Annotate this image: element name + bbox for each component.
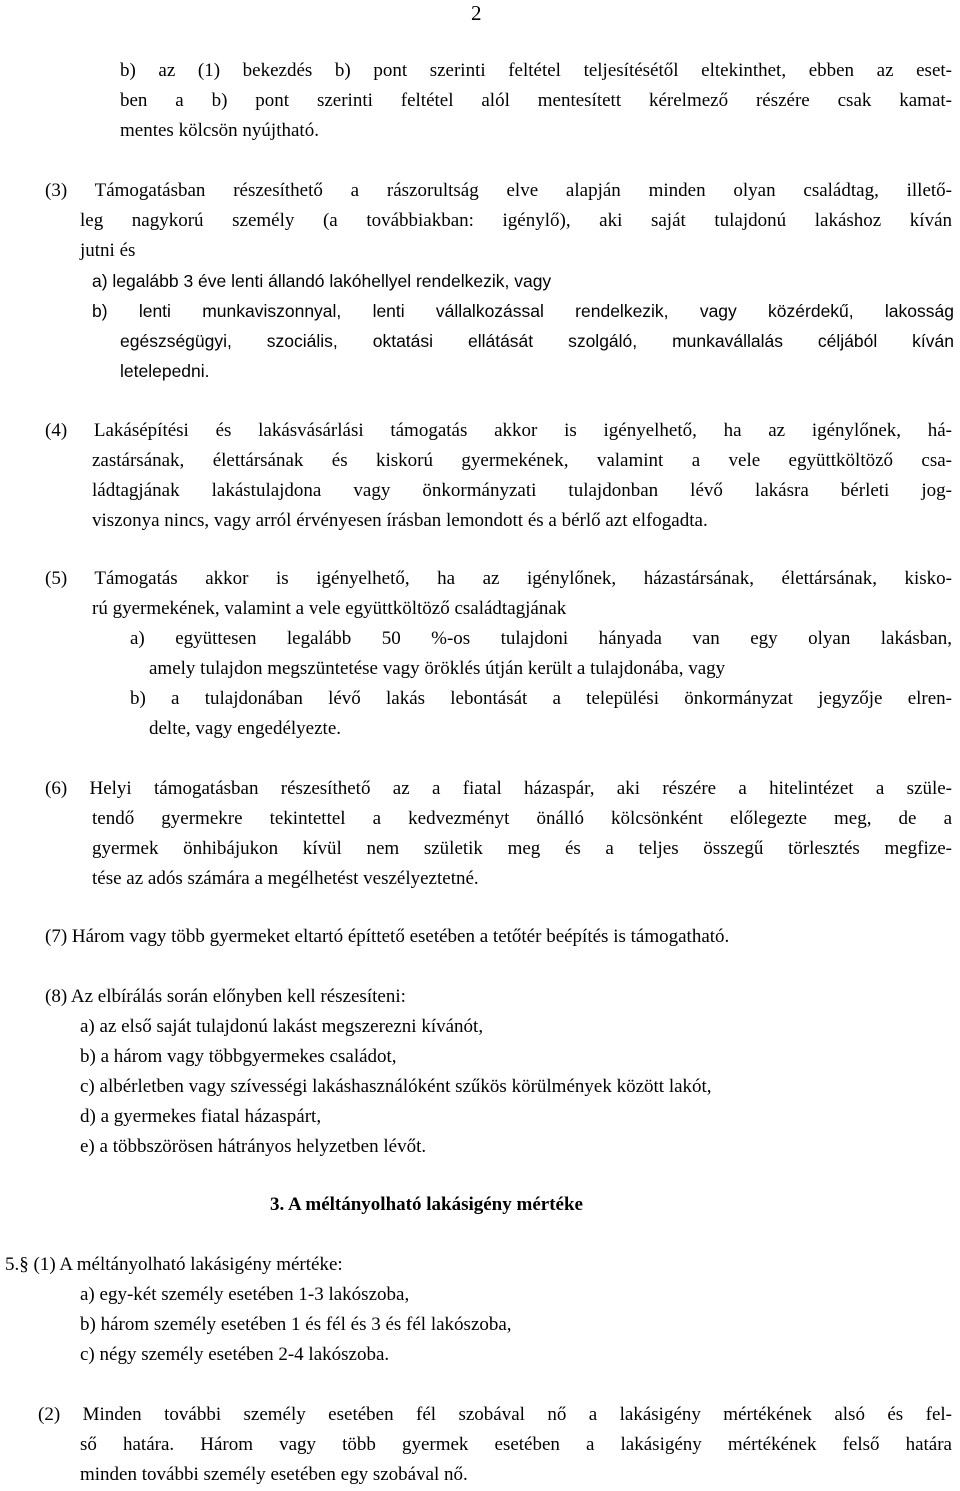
p8-intro: (8) Az elbírálás során előnyben kell részesíteni: bbox=[45, 986, 406, 1007]
p5-item-b: b) a tulajdonában lévő lakás lebontását a települési önkormányzat jegyzője elren- bbox=[130, 688, 952, 709]
p7-line: (7) Három vagy több gyermeket eltartó építtető esetében a tetőtér beépítés is támogatható. bbox=[45, 926, 730, 947]
p8-item-c: c) albérletben vagy szívességi lakáshasználóként szűkös körülmények között lakót, bbox=[80, 1076, 712, 1097]
p6-line-1: (6) Helyi támogatásban részesíthető az a fiatal házaspár, aki részére a hitelintézet a szüle- bbox=[45, 778, 952, 799]
p6-line-2: tendő gyermekre tekintettel a kedvezményt önálló kölcsönként előlegezte meg, de a bbox=[92, 808, 952, 829]
p5-item-b-cont: delte, vagy engedélyezte. bbox=[149, 718, 342, 739]
s5-item-b: b) három személy esetében 1 és fél és 3 és fél lakószoba, bbox=[80, 1314, 512, 1335]
p8-item-e: e) a többszörösen hátrányos helyzetben lévőt. bbox=[80, 1136, 427, 1157]
s5-intro: 5.§ (1) A méltányolható lakásigény mértéke: bbox=[5, 1254, 343, 1275]
intro-line-1: b) az (1) bekezdés b) pont szerinti feltétel teljesítésétől eltekinthet, ebben az eset- bbox=[120, 60, 952, 81]
p4-line-3: ládtagjának lakástulajdona vagy önkormányzati tulajdonban lévő lakásra bérleti jog- bbox=[92, 480, 952, 501]
p8-item-b: b) a három vagy többgyermekes családot, bbox=[80, 1046, 397, 1067]
section-heading: 3. A méltányolható lakásigény mértéke bbox=[270, 1194, 583, 1215]
s5-p2-line-1: (2) Minden további személy esetében fél szobával nő a lakásigény mértékének alsó és fel- bbox=[38, 1404, 952, 1425]
page-number: 2 bbox=[471, 1, 482, 25]
s5-item-a: a) egy-két személy esetében 1-3 lakószoba, bbox=[80, 1284, 410, 1305]
p3-item-a: a) legalább 3 éve lenti állandó lakóhellyel rendelkezik, vagy bbox=[92, 271, 552, 291]
s5-p2-line-2: ső határa. Három vagy több gyermek esetében a lakásigény mértékének felső határa bbox=[80, 1434, 952, 1455]
intro-line-3: mentes kölcsön nyújtható. bbox=[120, 120, 319, 141]
p5-line-1: (5) Támogatás akkor is igényelhető, ha az igénylőnek, házastársának, élettársának, kisko- bbox=[45, 568, 952, 589]
p3-line-1: (3) Támogatásban részesíthető a rászorultság elve alapján minden olyan családtag, illető- bbox=[45, 180, 952, 201]
p3-line-2: leg nagykorú személy (a továbbiakban: igénylő), aki saját tulajdonú lakáshoz kíván bbox=[80, 210, 952, 231]
p4-line-2: zastársának, élettársának és kiskorú gyermekének, valamint a vele együttköltöző csa- bbox=[92, 450, 952, 471]
p5-item-a: a) együttesen legalább 50 %-os tulajdoni hányada van egy olyan lakásban, bbox=[130, 628, 952, 649]
p3-item-b: b) lenti munkaviszonnyal, lenti vállalkozással rendelkezik, vagy közérdekű, lakosság bbox=[92, 301, 954, 321]
p6-line-3: gyermek önhibájukon kívül nem születik meg és a teljes összegű törlesztés megfize- bbox=[92, 838, 952, 859]
p5-line-2: rú gyermekének, valamint a vele együttköltöző családtagjának bbox=[92, 598, 567, 619]
p5-item-a-cont: amely tulajdon megszüntetése vagy öröklés útján került a tulajdonába, vagy bbox=[149, 658, 726, 679]
p4-line-4: viszonya nincs, vagy arról érvényesen írásban lemondott és a bérlő azt elfogadta. bbox=[92, 510, 708, 531]
p4-line-1: (4) Lakásépítési és lakásvásárlási támogatás akkor is igényelhető, ha az igénylőnek, há- bbox=[45, 420, 952, 441]
p8-item-d: d) a gyermekes fiatal házaspárt, bbox=[80, 1106, 322, 1127]
intro-line-2: ben a b) pont szerinti feltétel alól mentesített kérelmező részére csak kamat- bbox=[120, 90, 952, 111]
s5-p2-line-3: minden további személy esetében egy szobával nő. bbox=[80, 1464, 468, 1485]
s5-item-c: c) négy személy esetében 2-4 lakószoba. bbox=[80, 1344, 390, 1365]
p3-item-b-cont-2: letelepedni. bbox=[120, 361, 210, 381]
p8-item-a: a) az első saját tulajdonú lakást megszerezni kívánót, bbox=[80, 1016, 484, 1037]
p3-line-3: jutni és bbox=[80, 240, 136, 261]
p3-item-b-cont-1: egészségügyi, szociális, oktatási ellátását szolgáló, munkavállalás céljából kíván bbox=[120, 331, 954, 351]
p6-line-4: tése az adós számára a megélhetést veszélyeztetné. bbox=[92, 868, 479, 889]
